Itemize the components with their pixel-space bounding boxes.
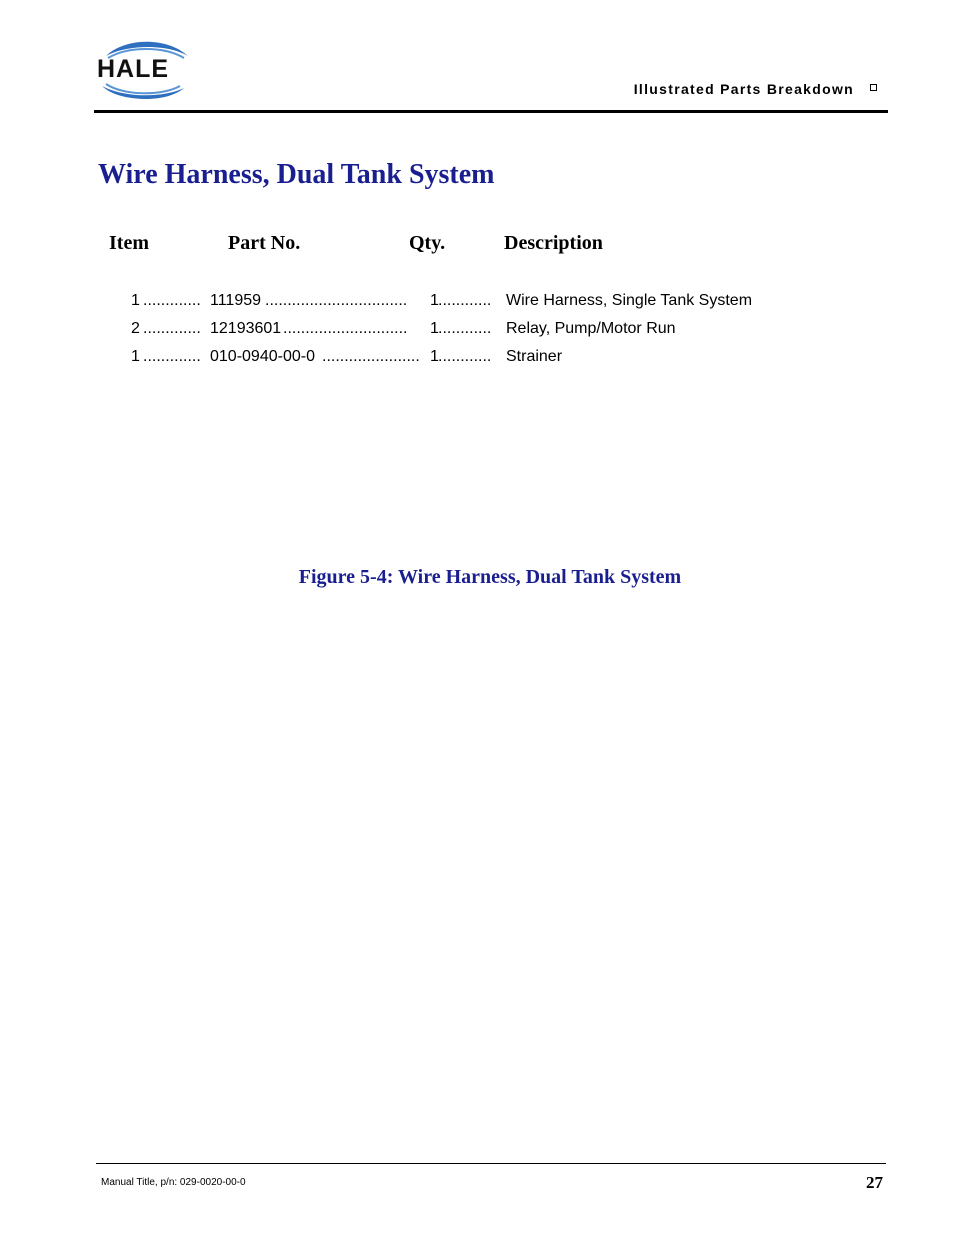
section-title: Illustrated Parts Breakdown: [633, 81, 854, 97]
page-number: 27: [866, 1173, 883, 1192]
description: Strainer: [506, 348, 563, 365]
leader-dots: ......................: [322, 348, 420, 365]
checkbox-bullet-icon: [870, 84, 877, 91]
leader-dots: .............: [143, 320, 201, 337]
description: Wire Harness, Single Tank System: [506, 292, 753, 309]
item-number: 1: [131, 348, 140, 365]
leader-dots: .............: [143, 348, 201, 365]
figure-caption: Figure 5-4: Wire Harness, Dual Tank System: [298, 566, 682, 588]
leader-dots: .............: [143, 292, 201, 309]
quantity: 1: [430, 320, 439, 337]
footer-rule: [96, 1163, 886, 1164]
manual-title: Manual Title, p/n: 029-0020-00-0: [101, 1177, 246, 1188]
leader-dots: ............: [438, 292, 492, 309]
leader-dots: ................................: [265, 292, 408, 309]
leader-dots: ............: [438, 348, 492, 365]
header-rule: [94, 110, 888, 113]
quantity: 1: [430, 348, 439, 365]
quantity: 1: [430, 292, 439, 309]
item-number: 1: [131, 292, 140, 309]
description: Relay, Pump/Motor Run: [506, 320, 676, 337]
part-number: 12193601: [210, 320, 282, 337]
logo-text: HALE: [97, 55, 170, 83]
leader-dots: ............: [438, 320, 492, 337]
part-number: 111959: [210, 292, 262, 309]
item-number: 2: [131, 320, 140, 337]
column-header-qty: Qty.: [409, 232, 446, 254]
part-number: 010-0940-00-0: [210, 348, 315, 365]
page-title: Wire Harness, Dual Tank System: [98, 159, 495, 190]
leader-dots: ............................: [283, 320, 408, 337]
column-header-description: Description: [504, 232, 603, 254]
column-header-item: Item: [109, 232, 149, 254]
hale-logo: [94, 36, 194, 102]
column-header-part-no: Part No.: [228, 232, 301, 254]
